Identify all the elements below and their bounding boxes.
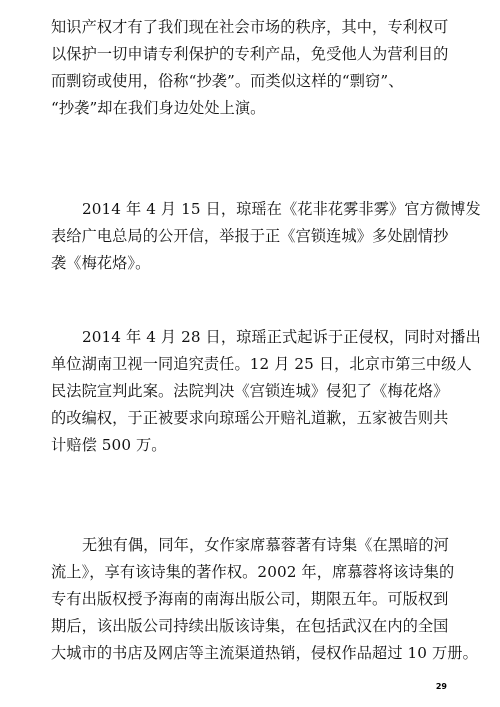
text-line: 以保护一切申请专利保护的专利产品，免受他人为营利目的 [51,45,449,63]
text-line: 2014 年 4 月 28 日，琼瑶正式起诉于正侵权，同时对播出 [82,328,481,346]
text-line: 表给广电总局的公开信，举报于正《宫锁连城》多处剧情抄 [51,227,449,245]
paragraph-lawsuit [51,324,481,459]
text-line: 2014 年 4 月 15 日，琼瑶在《花非花雾非雾》官方微博发 [82,200,481,218]
paragraph-intellectual-property [51,14,461,122]
text-line: 计赔偿 500 万。 [51,436,167,454]
text-line: 袭《梅花烙》。 [51,254,151,272]
text-line: 而剽窃或使用，俗称“抄袭”。而类似这样的“剽窃”、 [51,72,404,90]
text-line: 无独有偶，同年，女作家席慕蓉著有诗集《在黑暗的河 [82,536,449,554]
text-line: 期后，该出版公司持续出版该诗集，在包括武汉在内的全国 [51,617,449,635]
text-line: “抄袭”却在我们身边处处上演。 [51,99,266,117]
text-line: 专有出版权授予海南的南海出版公司，期限五年。可版权到 [51,590,449,608]
text-line: 大城市的书店及网店等主流渠道热销，侵权作品超过 10 万册。 [51,644,478,662]
text-line: 流上》，享有该诗集的著作权。2002 年，席慕蓉将该诗集的 [51,563,455,581]
text-line: 的改编权，于正被要求向琼瑶公开赔礼道歉，五家被告则共 [51,409,449,427]
paragraph-open-letter [51,196,481,277]
page-number: 29 [435,682,447,691]
text-line: 单位湖南卫视一同追究责任。12 月 25 日，北京市第三中级人 [51,355,472,373]
text-line: 民法院宣判此案。法院判决《宫锁连城》侵犯了《梅花烙》 [51,382,449,400]
text-line: 知识产权才有了我们现在社会市场的秩序，其中，专利权可 [51,18,449,36]
paragraph-poetry-collection [51,532,478,667]
